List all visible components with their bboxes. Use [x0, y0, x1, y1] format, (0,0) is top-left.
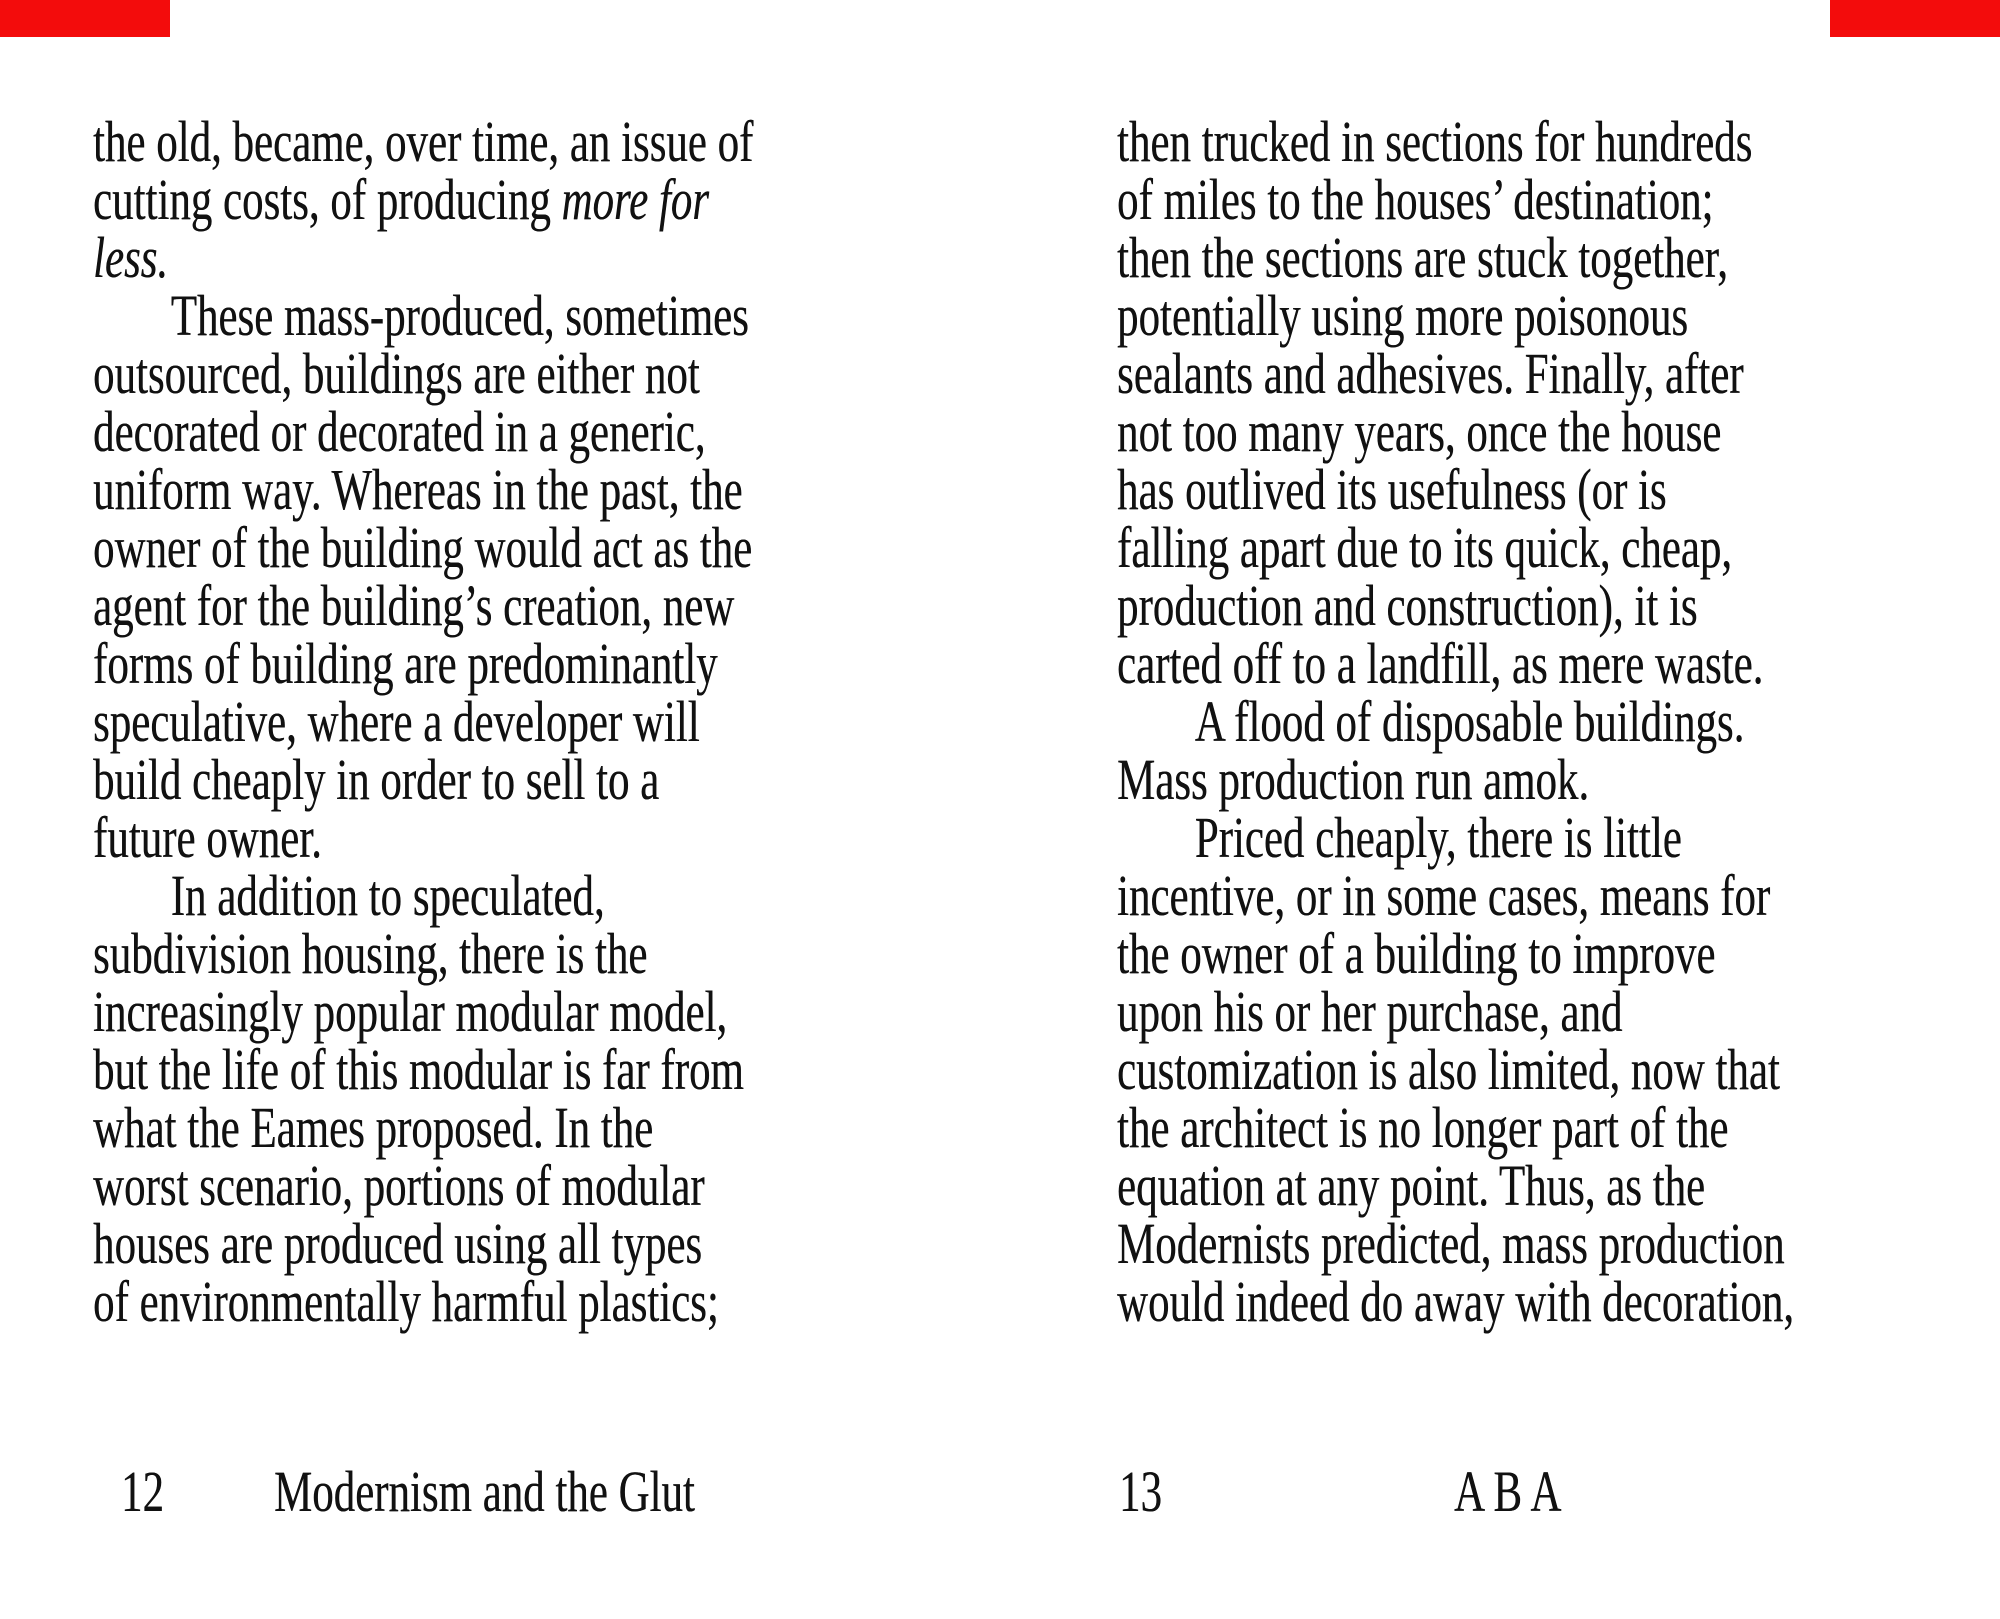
text-line: These mass-produced, sometimes — [170, 283, 749, 348]
text-line: of environmentally harmful plastics; — [93, 1269, 719, 1334]
text-line: incentive, or in some cases, means for — [1117, 863, 1771, 928]
right-page-text-column — [1117, 109, 1931, 1334]
text-line: has outlived its usefulness (or is — [1117, 457, 1667, 522]
text-line: less. — [93, 225, 169, 290]
text-line: cutting costs, of producing more for — [93, 167, 709, 232]
text-line: outsourced, buildings are either not — [93, 341, 700, 406]
text-line: Mass production run amok. — [1117, 747, 1590, 812]
red-cover-scan-mark-right — [1830, 0, 2000, 37]
text-line: not too many years, once the house — [1117, 399, 1722, 464]
text-line: carted off to a landfill, as mere waste. — [1117, 631, 1764, 696]
text-line: forms of building are predominantly — [93, 631, 718, 696]
text-line: future owner. — [93, 805, 322, 870]
text-line: what the Eames proposed. In the — [93, 1095, 654, 1160]
text-line: the owner of a building to improve — [1117, 921, 1716, 986]
text-line: but the life of this modular is far from — [93, 1037, 744, 1102]
text-line: falling apart due to its quick, cheap, — [1117, 515, 1732, 580]
left-page-number: 12 — [121, 1459, 164, 1524]
text-line: uniform way. Whereas in the past, the — [93, 457, 743, 522]
left-page-text-column — [93, 109, 907, 1334]
red-cover-scan-mark-left — [0, 0, 170, 37]
text-line: customization is also limited, now that — [1117, 1037, 1780, 1102]
text-line: A flood of disposable buildings. — [1194, 689, 1745, 754]
text-line: sealants and adhesives. Finally, after — [1117, 341, 1744, 406]
text-line: equation at any point. Thus, as the — [1117, 1153, 1706, 1218]
text-line: Modernists predicted, mass production — [1117, 1211, 1785, 1276]
text-line: build cheaply in order to sell to a — [93, 747, 660, 812]
text-line: would indeed do away with decoration, — [1117, 1269, 1794, 1334]
text-line: of miles to the houses’ destination; — [1117, 167, 1714, 232]
right-page-number: 13 — [1119, 1459, 1162, 1524]
right-page-running-title: A B A — [1454, 1459, 1562, 1524]
text-line: production and construction), it is — [1117, 573, 1698, 638]
text-line: worst scenario, portions of modular — [93, 1153, 705, 1218]
text-line: houses are produced using all types — [93, 1211, 703, 1276]
text-line: the architect is no longer part of the — [1117, 1095, 1729, 1160]
left-page-running-title: Modernism and the Glut — [274, 1459, 695, 1524]
text-line: potentially using more poisonous — [1117, 283, 1689, 348]
text-line: increasingly popular modular model, — [93, 979, 728, 1044]
text-line: subdivision housing, there is the — [93, 921, 648, 986]
text-line: then the sections are stuck together, — [1117, 225, 1728, 290]
text-line: In addition to speculated, — [170, 863, 605, 928]
text-line: the old, became, over time, an issue of — [93, 109, 754, 174]
text-line: decorated or decorated in a generic, — [93, 399, 706, 464]
text-line: then trucked in sections for hundreds — [1117, 109, 1753, 174]
text-line: speculative, where a developer will — [93, 689, 700, 754]
text-line: agent for the building’s creation, new — [93, 573, 735, 638]
text-line: Priced cheaply, there is little — [1194, 805, 1682, 870]
text-line: upon his or her purchase, and — [1117, 979, 1623, 1044]
text-line: owner of the building would act as the — [93, 515, 753, 580]
